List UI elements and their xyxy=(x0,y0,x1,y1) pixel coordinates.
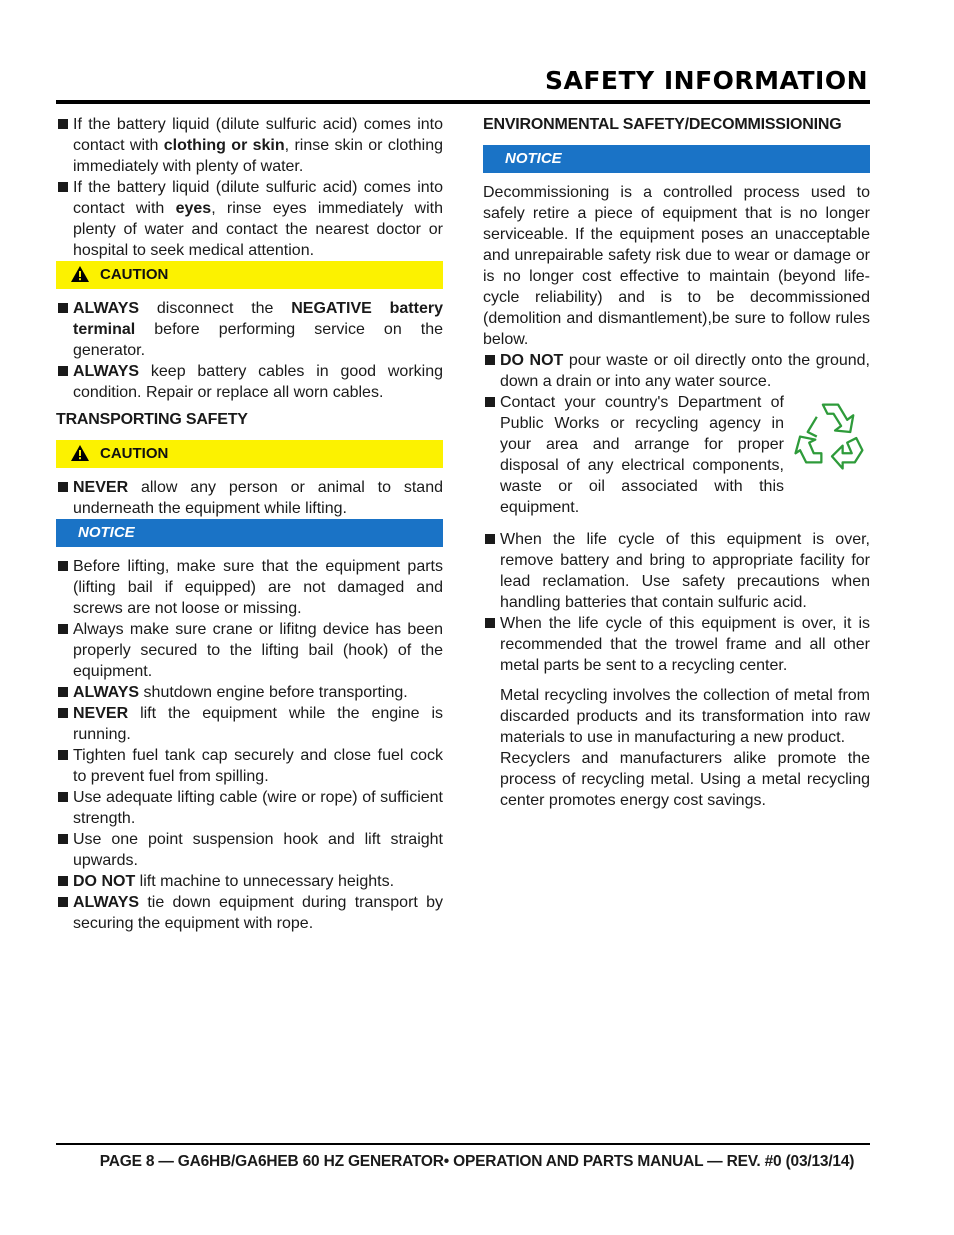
warning-triangle-icon xyxy=(70,265,90,283)
page-title: SAFETY INFORMATION xyxy=(545,66,868,95)
list-item: DO NOT pour waste or oil directly onto the ground, down a drain or into any water source. xyxy=(483,350,870,392)
list-item: Contact your country's Department of Public Works or recycling agency in your area and arrange for proper disposal of any electrical components, waste or oil associated with this equipment. xyxy=(483,392,870,518)
paragraph: Recyclers and manufacturers alike promote the process of recycling metal. Using a metal recycling center promotes energy cost savings. xyxy=(500,750,870,809)
warning-triangle-icon xyxy=(70,444,90,462)
list-item: Tighten fuel tank cap securely and close fuel cock to prevent fuel from spilling. xyxy=(56,745,443,787)
notice-banner: NOTICE xyxy=(483,145,870,173)
notice-banner: NOTICE xyxy=(56,519,443,547)
right-column xyxy=(483,114,870,811)
page-footer: PAGE 8 — GA6HB/GA6HEB 60 HZ GENERATOR• OPERATION AND PARTS MANUAL — REV. #0 (03/13/14) xyxy=(99,1153,855,1170)
bottom-rule xyxy=(56,1143,870,1145)
top-rule xyxy=(56,100,870,104)
list-item: ALWAYS keep battery cables in good working condition. Repair or replace all worn cables. xyxy=(56,361,443,403)
list-item: Use adequate lifting cable (wire or rope) of sufficient strength. xyxy=(56,787,443,829)
list-item: NEVER allow any person or animal to stand underneath the equipment while lifting. xyxy=(56,477,443,519)
list-item: If the battery liquid (dilute sulfuric acid) comes into contact with clothing or skin, rinse skin or clothing immediately with plenty of water. xyxy=(56,114,443,177)
list-item: If the battery liquid (dilute sulfuric acid) comes into contact with eyes, rinse eyes immediately with plenty of water and contact the nearest doctor or hospital to seek medical attention. xyxy=(56,177,443,261)
list-item: Use one point suspension hook and lift straight upwards. xyxy=(56,829,443,871)
transporting-safety-heading: TRANSPORTING SAFETY xyxy=(56,411,248,428)
list-item: ALWAYS tie down equipment during transport by securing the equipment with rope. xyxy=(56,892,443,934)
list-item: When the life cycle of this equipment is over, remove battery and bring to appropriate facility for lead reclamation. Use safety precautions when handling batteries that contain sulfuric acid. xyxy=(483,529,870,613)
list-item: ALWAYS disconnect the NEGATIVE battery terminal before performing service on the generator. xyxy=(56,298,443,361)
recycle-icon xyxy=(794,394,870,470)
list-item: Before lifting, make sure that the equipment parts (lifting bail if equipped) are not damaged and screws are not loose or missing. xyxy=(56,556,443,619)
left-column xyxy=(56,114,443,934)
caution-banner: CAUTION xyxy=(56,440,443,468)
intro-paragraph: Decommissioning is a controlled process used to safely retire a piece of equipment that is no longer serviceable. If the equipment poses an unacceptable and unrepairable safety risk due to wear or damage or is no longer cost effective to maintain (beyond life-cycle reliability) and is to be decommissioned (demolition and dismantlement),be sure to follow rules below. xyxy=(483,184,870,348)
list-item: When the life cycle of this equipment is over, it is recommended that the trowel frame and all other metal parts be sent to a recycling center. xyxy=(483,613,870,676)
list-item: NEVER lift the equipment while the engine is running. xyxy=(56,703,443,745)
caution-banner: CAUTION xyxy=(56,261,443,289)
list-item: ALWAYS shutdown engine before transporting. xyxy=(56,682,443,703)
paragraph: Metal recycling involves the collection of metal from discarded products and its transformation into raw materials to use in manufacturing a new product. xyxy=(500,687,870,746)
list-item: Always make sure crane or lifitng device has been properly secured to the lifting bail (hook) of the equipment. xyxy=(56,619,443,682)
list-item: DO NOT lift machine to unnecessary heights. xyxy=(56,871,443,892)
environmental-safety-heading: ENVIRONMENTAL SAFETY/DECOMMISSIONING xyxy=(483,116,842,133)
